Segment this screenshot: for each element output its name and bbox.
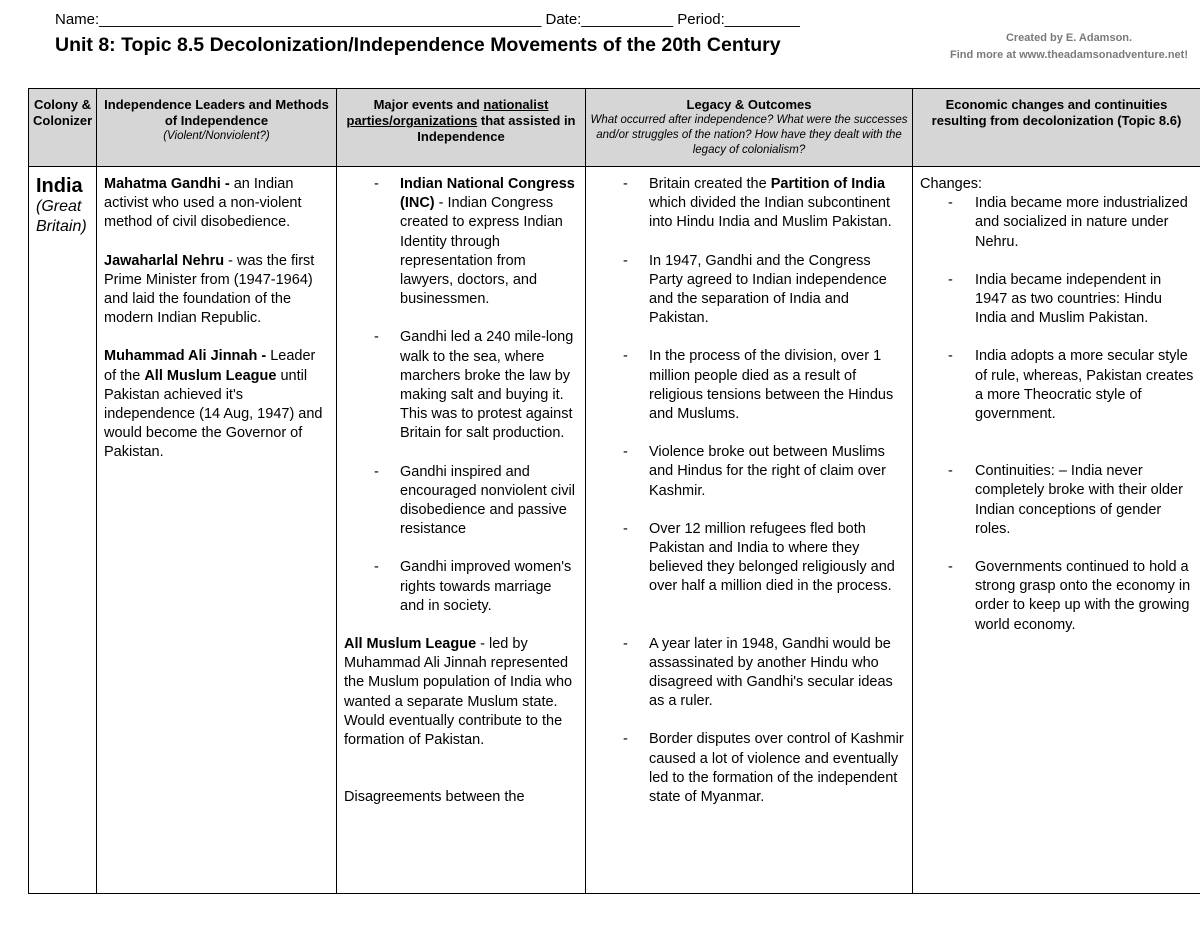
col-header-legacy-sub: What occurred after independence? What were the successes and/or struggles of the nation? How have they dealt with the legacy of colonialism?	[590, 114, 908, 156]
cell-legacy	[586, 167, 913, 894]
col-header-events-pre: Major events and	[373, 97, 484, 112]
leader-org: All Muslum League	[144, 367, 277, 384]
col-header-legacy-title: Legacy & Outcomes	[686, 97, 812, 112]
events-list	[344, 175, 579, 616]
list-item: - India became independent in 1947 as two countries: Hindu India and Muslim Pakistan.	[920, 271, 1194, 329]
list-item	[344, 175, 579, 309]
cell-leaders	[97, 167, 337, 894]
leader-entry	[104, 347, 330, 462]
list-item: - Border disputes over control of Kashmir caused a lot of violence and eventually led to the formation of the independent state of Myanmar.	[593, 730, 906, 807]
leader-text: was the first Prime Minister from (1947-1964) and laid the foundation of the modern Indian Republic.	[104, 252, 315, 327]
economic-list	[920, 194, 1194, 635]
list-item: - Gandhi led a 240 mile-long walk to the sea, where marchers broke the law by making salt and buying it. This was to protest against Britain for salt production.	[344, 328, 579, 443]
list-item: - Gandhi inspired and encouraged nonviolent civil disobedience and passive resistance	[344, 463, 579, 540]
credit-author: Created by E. Adamson.	[1005, 32, 1133, 44]
page-title: Unit 8: Topic 8.5 Decolonization/Independence Movements of the 20th Century	[55, 34, 781, 56]
col-header-leaders-sub: (Violent/Nonviolent?)	[163, 130, 270, 142]
colonizer-name: (Great Britain)	[36, 198, 87, 235]
leader-sep: -	[220, 176, 234, 192]
leader-text: until Pakistan achieved it's independence (14 Aug, 1947) and would become the Governor of Pakistan.	[104, 367, 323, 461]
cell-events	[337, 167, 586, 894]
col-header-events	[337, 89, 586, 167]
list-item: - In 1947, Gandhi and the Congress Party agreed to Indian independence and the separation of India and Pakistan.	[593, 252, 906, 329]
leader-sep: -	[257, 348, 271, 365]
list-item: - A year later in 1948, Gandhi would be assassinated by another Hindu who disagreed with Gandhi's secular ideas as a ruler.	[593, 635, 906, 712]
list-item: - India adopts a more secular style of rule, whereas, Pakistan creates a more Theocratic style of government.	[920, 347, 1194, 424]
event-text: - Indian Congress created to express Indian Identity through representation from lawyers, doctors, and businessmen.	[400, 195, 563, 308]
leader-sep: -	[224, 252, 237, 269]
events-tail: Disagreements between the	[344, 789, 525, 806]
aml-text: - led by Muhammad Ali Jinnah represented the Muslum population of India who wanted a separate Muslum state. Would eventually contribute to the formation of Pakistan.	[344, 636, 573, 749]
leader-entry	[104, 252, 330, 329]
legacy-bold: Partition of India	[770, 176, 886, 192]
col-header-colony	[29, 89, 97, 167]
col-header-economic-text: Economic changes and continuities resulting from decolonization (Topic 8.6)	[931, 97, 1182, 128]
leader-text: an Indian activist who used a non-violent method of civil disobedience.	[104, 176, 302, 231]
list-item	[593, 175, 906, 233]
table-row	[29, 167, 1200, 894]
changes-label: Changes:	[920, 176, 983, 192]
col-header-leaders-title: Independence Leaders and Methods of Independence	[104, 97, 329, 128]
colony-name: India	[36, 175, 83, 197]
legacy-text: which divided the Indian subcontinent into Hindu India and Muslim Pakistan.	[649, 195, 892, 231]
credit-website: Find more at www.theadamsonadventure.net!	[950, 49, 1188, 61]
event-bold: Indian National Congress (INC)	[400, 176, 575, 212]
list-item: - Continuities: – India never completely broke with their older Indian conceptions of gender roles.	[920, 462, 1194, 539]
cell-colony	[29, 167, 97, 894]
col-header-economic	[913, 89, 1200, 167]
col-header-legacy	[586, 89, 913, 167]
leader-entry	[104, 175, 330, 233]
leader-name: Mahatma Gandhi	[104, 176, 221, 192]
col-header-events-underlined: nationalist parties/organizations	[346, 97, 549, 128]
aml-entry	[344, 635, 579, 750]
col-header-events-post: that assisted in Independence	[417, 113, 576, 144]
cell-economic	[913, 167, 1200, 894]
list-item: - Gandhi improved women's rights towards marriage and in society.	[344, 558, 579, 616]
list-item: - In the process of the division, over 1 million people died as a result of religious tensions between the Hindus and Muslums.	[593, 347, 906, 424]
list-item: - Governments continued to hold a strong grasp onto the economy in order to keep up with the growing world economy.	[920, 558, 1194, 635]
list-item: - India became more industrialized and socialized in nature under Nehru.	[920, 194, 1194, 252]
worksheet-table	[28, 88, 1200, 894]
col-header-colony-text: Colony & Colonizer	[33, 97, 93, 128]
col-header-leaders	[97, 89, 337, 167]
header-row	[29, 89, 1200, 167]
list-item: - Over 12 million refugees fled both Pakistan and India to where they believed they belonged religiously and over half a million died in the process.	[593, 520, 906, 597]
name-date-period-line: Name:_____________________________________________________ Date:___________ Period:_________	[55, 11, 800, 28]
credit-block	[950, 30, 1188, 64]
leader-text: Leader of the	[104, 348, 316, 384]
legacy-text: Britain created the	[649, 176, 771, 192]
leader-name: Jawaharlal Nehru	[104, 252, 225, 269]
leader-name: Muhammad Ali Jinnah	[104, 348, 258, 365]
list-item: - Violence broke out between Muslims and Hindus for the right of claim over Kashmir.	[593, 443, 906, 501]
aml-bold: All Muslum League	[344, 636, 477, 653]
legacy-list	[593, 175, 906, 807]
